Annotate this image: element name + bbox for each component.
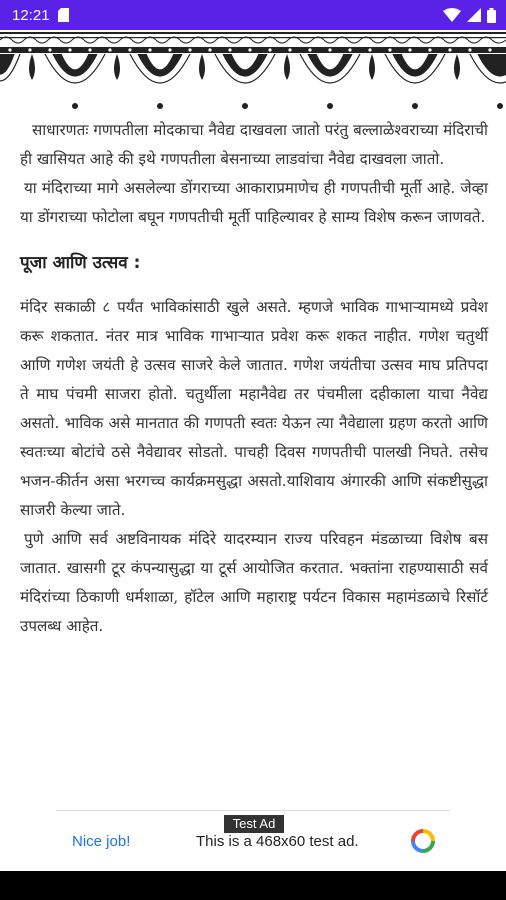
status-time: 12:21	[12, 6, 50, 24]
section-heading: पूजा आणि उत्सव :	[20, 253, 141, 273]
status-left	[12, 7, 69, 24]
decorative-border	[0, 30, 506, 116]
status-bar	[0, 0, 506, 30]
paragraph-murti: या मंदिराच्या मागे असलेल्या डोंगराच्या आकाराप्रमाणेच ही गणपतीची मूर्ती आहे. जेव्हा या डोंगराच्या फोटोला बघून गणपतीची मूर्ती पाहिल्यावर हे साम्य विशेष करून जाणवते.	[20, 179, 488, 226]
system-nav-bar	[0, 871, 506, 900]
sd-card-icon	[58, 8, 69, 22]
battery-icon	[487, 8, 496, 23]
status-right	[443, 8, 496, 23]
paragraph-utsav: मंदिर सकाळी ८ पर्यंत भाविकांसाठी खुले असते. म्हणजे भाविक गाभाऱ्यामध्ये प्रवेश करू शकतात. नंतर मात्र भाविक गाभाऱ्यात प्रवेश करू शकत नाहीत. गणेश चतुर्थी आणि गणेश जयंती हे उत्सव साजरे केले जातात. गणेश जयंतीचा उत्सव माघ प्रतिपदा ते माघ पंचमी साजरा होतो. चतुर्थीला महानैवेद्य तर पंचमीला दहीकाला याचा नैवेद्य असतो. भाविक असे मानतात की गणपती स्वतः येऊन त्या नैवेद्याला ग्रहण करतो आणि स्वतःच्या बोटांचे ठसे नैवेद्यावर सोडतो. पाचही दिवस गणपतीची पालखी निघते. तसेच भजन-कीर्तन असा भरगच्च कार्यक्रमसुद्धा असतो.याशिवाय अंगारकी आणि संकष्टीसुद्धा साजरी केल्या जाते.	[20, 298, 488, 519]
ad-banner[interactable]	[56, 810, 450, 869]
paragraph-modak: साधारणतः गणपतीला मोदकाचा नैवेद्य दाखवला जातो परंतु बल्लाळेश्वराच्या मंदिराची ही खासियत आहे की इथे गणपतीला बेसनाच्या लाडवांचा नैवेद्य दाखवला जातो.	[20, 121, 488, 168]
ad-label: Test Ad	[224, 815, 284, 833]
ad-description: This is a 468x60 test ad.	[196, 833, 359, 850]
paragraph-travel: पुणे आणि सर्व अष्टविनायक मंदिरे यादरम्यान राज्य परिवहन मंडळाच्या विशेष बस जातात. खासगी टूर कंपन्यासुद्धा या टूर्स आयोजित करतात. भक्तांना राहण्यासाठी सर्व मंदिरांच्या ठिकाणी धर्मशाळा, हॉटेल आणि महाराष्ट्र पर्यटन विकास महामंडळाचे रिसॉर्ट उपलब्ध आहेत.	[20, 530, 488, 635]
signal-icon	[467, 8, 481, 22]
ad-headline[interactable]: Nice job!	[72, 833, 131, 850]
ad-logo-icon	[410, 828, 436, 854]
wifi-icon	[443, 8, 461, 22]
article-body	[20, 116, 488, 641]
